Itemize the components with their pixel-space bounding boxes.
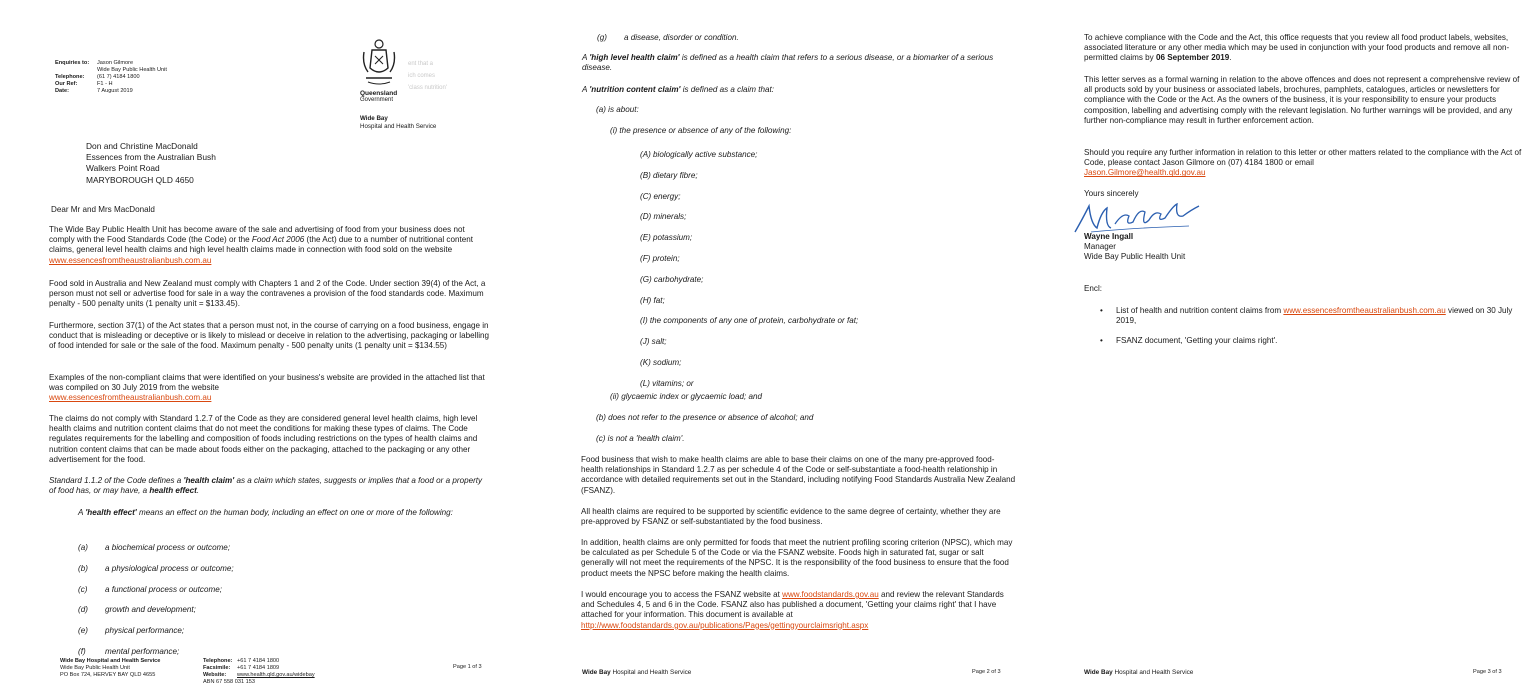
- website-link[interactable]: www.essencesfromtheaustralianbush.com.au: [49, 255, 212, 265]
- list-item: (e) physical performance;: [78, 626, 185, 636]
- list-item: (L) vitamins; or: [640, 378, 694, 388]
- date-value: 7 August 2019: [97, 88, 133, 94]
- enclosures-list: [1100, 306, 1520, 347]
- list-item: (E) potassium;: [640, 233, 693, 243]
- telephone-value: (61 7) 4184 1800: [97, 74, 140, 80]
- page-number: Page 1 of 3: [453, 664, 482, 670]
- website-link-3[interactable]: www.essencesfromtheaustralianbush.com.au: [1283, 306, 1446, 315]
- nutrient-list: [640, 145, 858, 395]
- list-item: • FSANZ document, 'Getting your claims right'.: [1100, 336, 1520, 346]
- list-item: (K) sodium;: [640, 357, 682, 367]
- our-ref-label: Our Ref:: [55, 81, 78, 87]
- enquiries-value-2: Wide Bay Public Health Unit: [97, 67, 167, 73]
- body-paragraph-1: The Wide Bay Public Health Unit has become aware of the sale and advertising of food from your business does not comply with the Food Standards Code (the Code) or the Food Act 2006 (the Act) due to a number of nutritional content claims, general level health claims and high level health claims made in connection with food sold on the website www.essencesfromtheaustralianbush.com.au: [49, 225, 473, 265]
- body-paragraph-2: Food sold in Australia and New Zealand must comply with Chapters 1 and 2 of the Code. Under section 39(4) of the Act, a person must not sell or advertise food for sale in a way the contravenes a provision of the food standards code. Maximum penalty - 500 penalty units (1 penalty unit = $133.45).: [49, 279, 486, 309]
- letter-page-3: [1027, 0, 1532, 698]
- page3-paragraph-1: To achieve compliance with the Code and the Act, this office requests that you review all food product labels, websites, associated literature or any other media which may be used in conjunction with your food products and remove all non-permitted claims by 06 September 2019.: [1084, 33, 1510, 63]
- body-paragraph-4: Examples of the non-compliant claims that were identified on your business's website are provided in the attached list that was compiled on 30 July 2019 from the website www.essencesfromtheaustralianbush.com.au: [49, 373, 485, 403]
- list-item: • List of health and nutrition content claims from www.essencesfromtheaustralianbush.com.au viewed on 30 July 2019,: [1100, 306, 1520, 326]
- page2-paragraph-4: I would encourage you to access the FSANZ website at www.foodstandards.gov.au and review the relevant Standards and Schedules 4, 5 and 6 in the Code. FSANZ also has published a document, 'Getting your claims right' that I have attached for your information. This document is available at http://www.foodstandards.gov.au/publications/Pages/gettingyourclaimsright.aspx: [581, 590, 1004, 630]
- recipient-address: Don and Christine MacDonald Essences from the Australian Bush Walkers Point Road MARYBOROUGH QLD 4650: [86, 141, 216, 185]
- letter-page-2: [510, 0, 1022, 698]
- page3-paragraph-3: Should you require any further information in relation to this letter or other matters related to the compliance with the Act of Code, please contact Jason Gilmore on (07) 4184 1800 or email Jason.Gilmore@health.qld.gov.au: [1084, 148, 1522, 178]
- signer-unit: Wide Bay Public Health Unit: [1084, 252, 1186, 262]
- page3-footer: Wide Bay Hospital and Health Service: [1084, 669, 1194, 676]
- list-item: (I) the components of any one of protein, carbohydrate or fat;: [640, 316, 859, 326]
- list-item: (H) fat;: [640, 295, 665, 305]
- date-label: Date:: [55, 88, 69, 94]
- list-item: (f) mental performance;: [78, 646, 180, 656]
- footer-website-link[interactable]: www.health.qld.gov.au/widebay: [237, 672, 315, 678]
- list-item: (G) carbohydrate;: [640, 274, 704, 284]
- list-item: (D) minerals;: [640, 212, 687, 222]
- clause-ii: (ii) glycaemic index or glycaemic load; and: [610, 392, 763, 401]
- page-number: Page 2 of 3: [972, 669, 1001, 675]
- body-paragraph-6: Standard 1.1.2 of the Code defines a 'health claim' as a claim which states, suggests or implies that a food or a property of food has, or may have, a health effect.: [49, 476, 483, 496]
- page2-paragraph-1: Food business that wish to make health claims are able to base their claims on one of the many pre-approved food-health relationships in Standard 1.2.7 as per schedule 4 of the Code or self-substantiate a food-health relationship in accordance with detailed requirements set out in the Standard, including notifying Food Standards Australia New Zealand (FSANZ).: [581, 455, 1016, 495]
- hhs-logo-text: [360, 115, 436, 131]
- clause-c: (c) is not a 'health claim'.: [596, 434, 685, 443]
- enquiries-label: Enquiries to:: [55, 60, 90, 66]
- list-item: (B) dietary fibre;: [640, 170, 698, 180]
- hhs-label: Hospital and Health Service: [360, 123, 437, 130]
- list-item: (J) salt;: [640, 337, 667, 347]
- nutrition-claim-definition: A 'nutrition content claim' is defined as a claim that:: [582, 85, 775, 94]
- page3-paragraph-2: This letter serves as a formal warning in relation to the above offences and does not represent a comprehensive review of all products sold by your business or associated labels, brochures, pamphlets, catalogues, articles or newsletters for compliance with the Code or the Act. As the owners of the business, it is your responsibility to ensure your products composition, labelling and advertising comply with the relevant legislation. No further warnings will be provided, and any further non-compliance may result in further enforcement action.: [1084, 75, 1520, 125]
- website-link-2[interactable]: www.essencesfromtheaustralianbush.com.au: [49, 393, 212, 403]
- clause-i: (i) the presence or absence of any of the following:: [610, 126, 792, 135]
- bleed-through-text: ent that a ich comes 'class nutrition': [408, 61, 447, 91]
- body-paragraph-5: The claims do not comply with Standard 1.2.7 of the Code as they are considered general level health claims, high level health claims and nutrition content claims that do not meet the conditions for making these types of claims. The Code regulates requirements for the labelling and composition of foods including restrictions on the types of health claims and nutrition content claims that can be made about foods either on the packaging, attached to the packaging or any other advertisement for the food.: [49, 414, 478, 464]
- page2-paragraph-3: In addition, health claims are only permitted for foods that meet the nutrient profiling scoring criterion (NPSC), which may be calculated as per Schedule 5 of the Code or via the FSANZ website. Foods high in saturated fat, sugar or salt generally will not meet the requirements of the NPSC. It is the responsibility of the food business to ensure that the food product meets the NPSC before making the health claims.: [581, 538, 1013, 578]
- enquiries-block: [55, 60, 195, 95]
- list-item: (c) a functional process or outcome;: [78, 584, 222, 594]
- health-effect-definition: A 'health effect' means an effect on the human body, including an effect on one or more of the following:: [78, 508, 453, 517]
- list-item: (d) growth and development;: [78, 605, 196, 615]
- fsanz-link[interactable]: www.foodstandards.gov.au: [782, 590, 879, 599]
- health-effect-list: [78, 538, 478, 663]
- list-item: (C) energy;: [640, 191, 681, 201]
- footer-contacts: Telephone: +61 7 4184 1800 Facsimile: +61 7 4184 1809 Website: www.health.qld.gov.au/widebay ABN 67 558 031 153: [203, 658, 315, 685]
- enclosures-label: Encl:: [1084, 284, 1102, 293]
- clause-b: (b) does not refer to the presence or absence of alcohol; and: [596, 413, 814, 422]
- queensland-crest-icon: [360, 38, 398, 88]
- claims-document-link[interactable]: http://www.foodstandards.gov.au/publications/Pages/gettingyourclaimsright.aspx: [581, 620, 869, 630]
- list-item: (a) a biochemical process or outcome;: [78, 543, 231, 552]
- wide-bay-label: Wide Bay: [360, 115, 388, 122]
- signer-block: [1084, 232, 1185, 263]
- high-level-claim-definition: A 'high level health claim' is defined as a health claim that refers to a serious disease, or a biomarker of a serious disease.: [582, 53, 994, 73]
- telephone-label: Telephone:: [55, 74, 85, 80]
- page2-paragraph-2: All health claims are required to be supported by scientific evidence to the same degree of certainty, whether they are pre-approved by FSANZ or self-substantiated by the food business.: [581, 507, 1001, 527]
- letter-page-1: [0, 0, 505, 698]
- list-item-g: (g) a disease, disorder or condition.: [597, 33, 739, 42]
- signer-title: Manager: [1084, 242, 1116, 252]
- list-item: (A) biologically active substance;: [640, 150, 758, 159]
- closing: Yours sincerely: [1084, 189, 1139, 198]
- queensland-label: Queensland: [360, 90, 398, 97]
- page2-footer: Wide Bay Hospital and Health Service: [582, 669, 692, 676]
- email-link[interactable]: Jason.Gilmore@health.qld.gov.au: [1084, 168, 1206, 178]
- page-number: Page 3 of 3: [1473, 669, 1502, 675]
- salutation: Dear Mr and Mrs MacDonald: [51, 205, 155, 214]
- our-ref-value: F1 - H: [97, 81, 113, 87]
- government-logo-text: [360, 90, 397, 104]
- signer-name: Wayne Ingall: [1084, 232, 1134, 241]
- footer-address: Wide Bay Hospital and Health Service Wide Bay Public Health Unit PO Box 724, HERVEY BAY QLD 4655: [60, 658, 161, 678]
- list-item: (F) protein;: [640, 253, 680, 263]
- body-paragraph-3: Furthermore, section 37(1) of the Act states that a person must not, in the course of carrying on a food business, engage in conduct that is misleading or deceptive or is likely to mislead or deceive in relation to the advertising, packaging or labelling of food intended for sale or the sale of the food. Maximum penalty - 500 penalty units (1 penalty unit = $134.55): [49, 321, 489, 351]
- clause-a: (a) is about:: [596, 105, 639, 114]
- enquiries-value: Jason Gilmore: [97, 60, 134, 66]
- government-label: Government: [360, 97, 394, 103]
- list-item: (b) a physiological process or outcome;: [78, 563, 234, 573]
